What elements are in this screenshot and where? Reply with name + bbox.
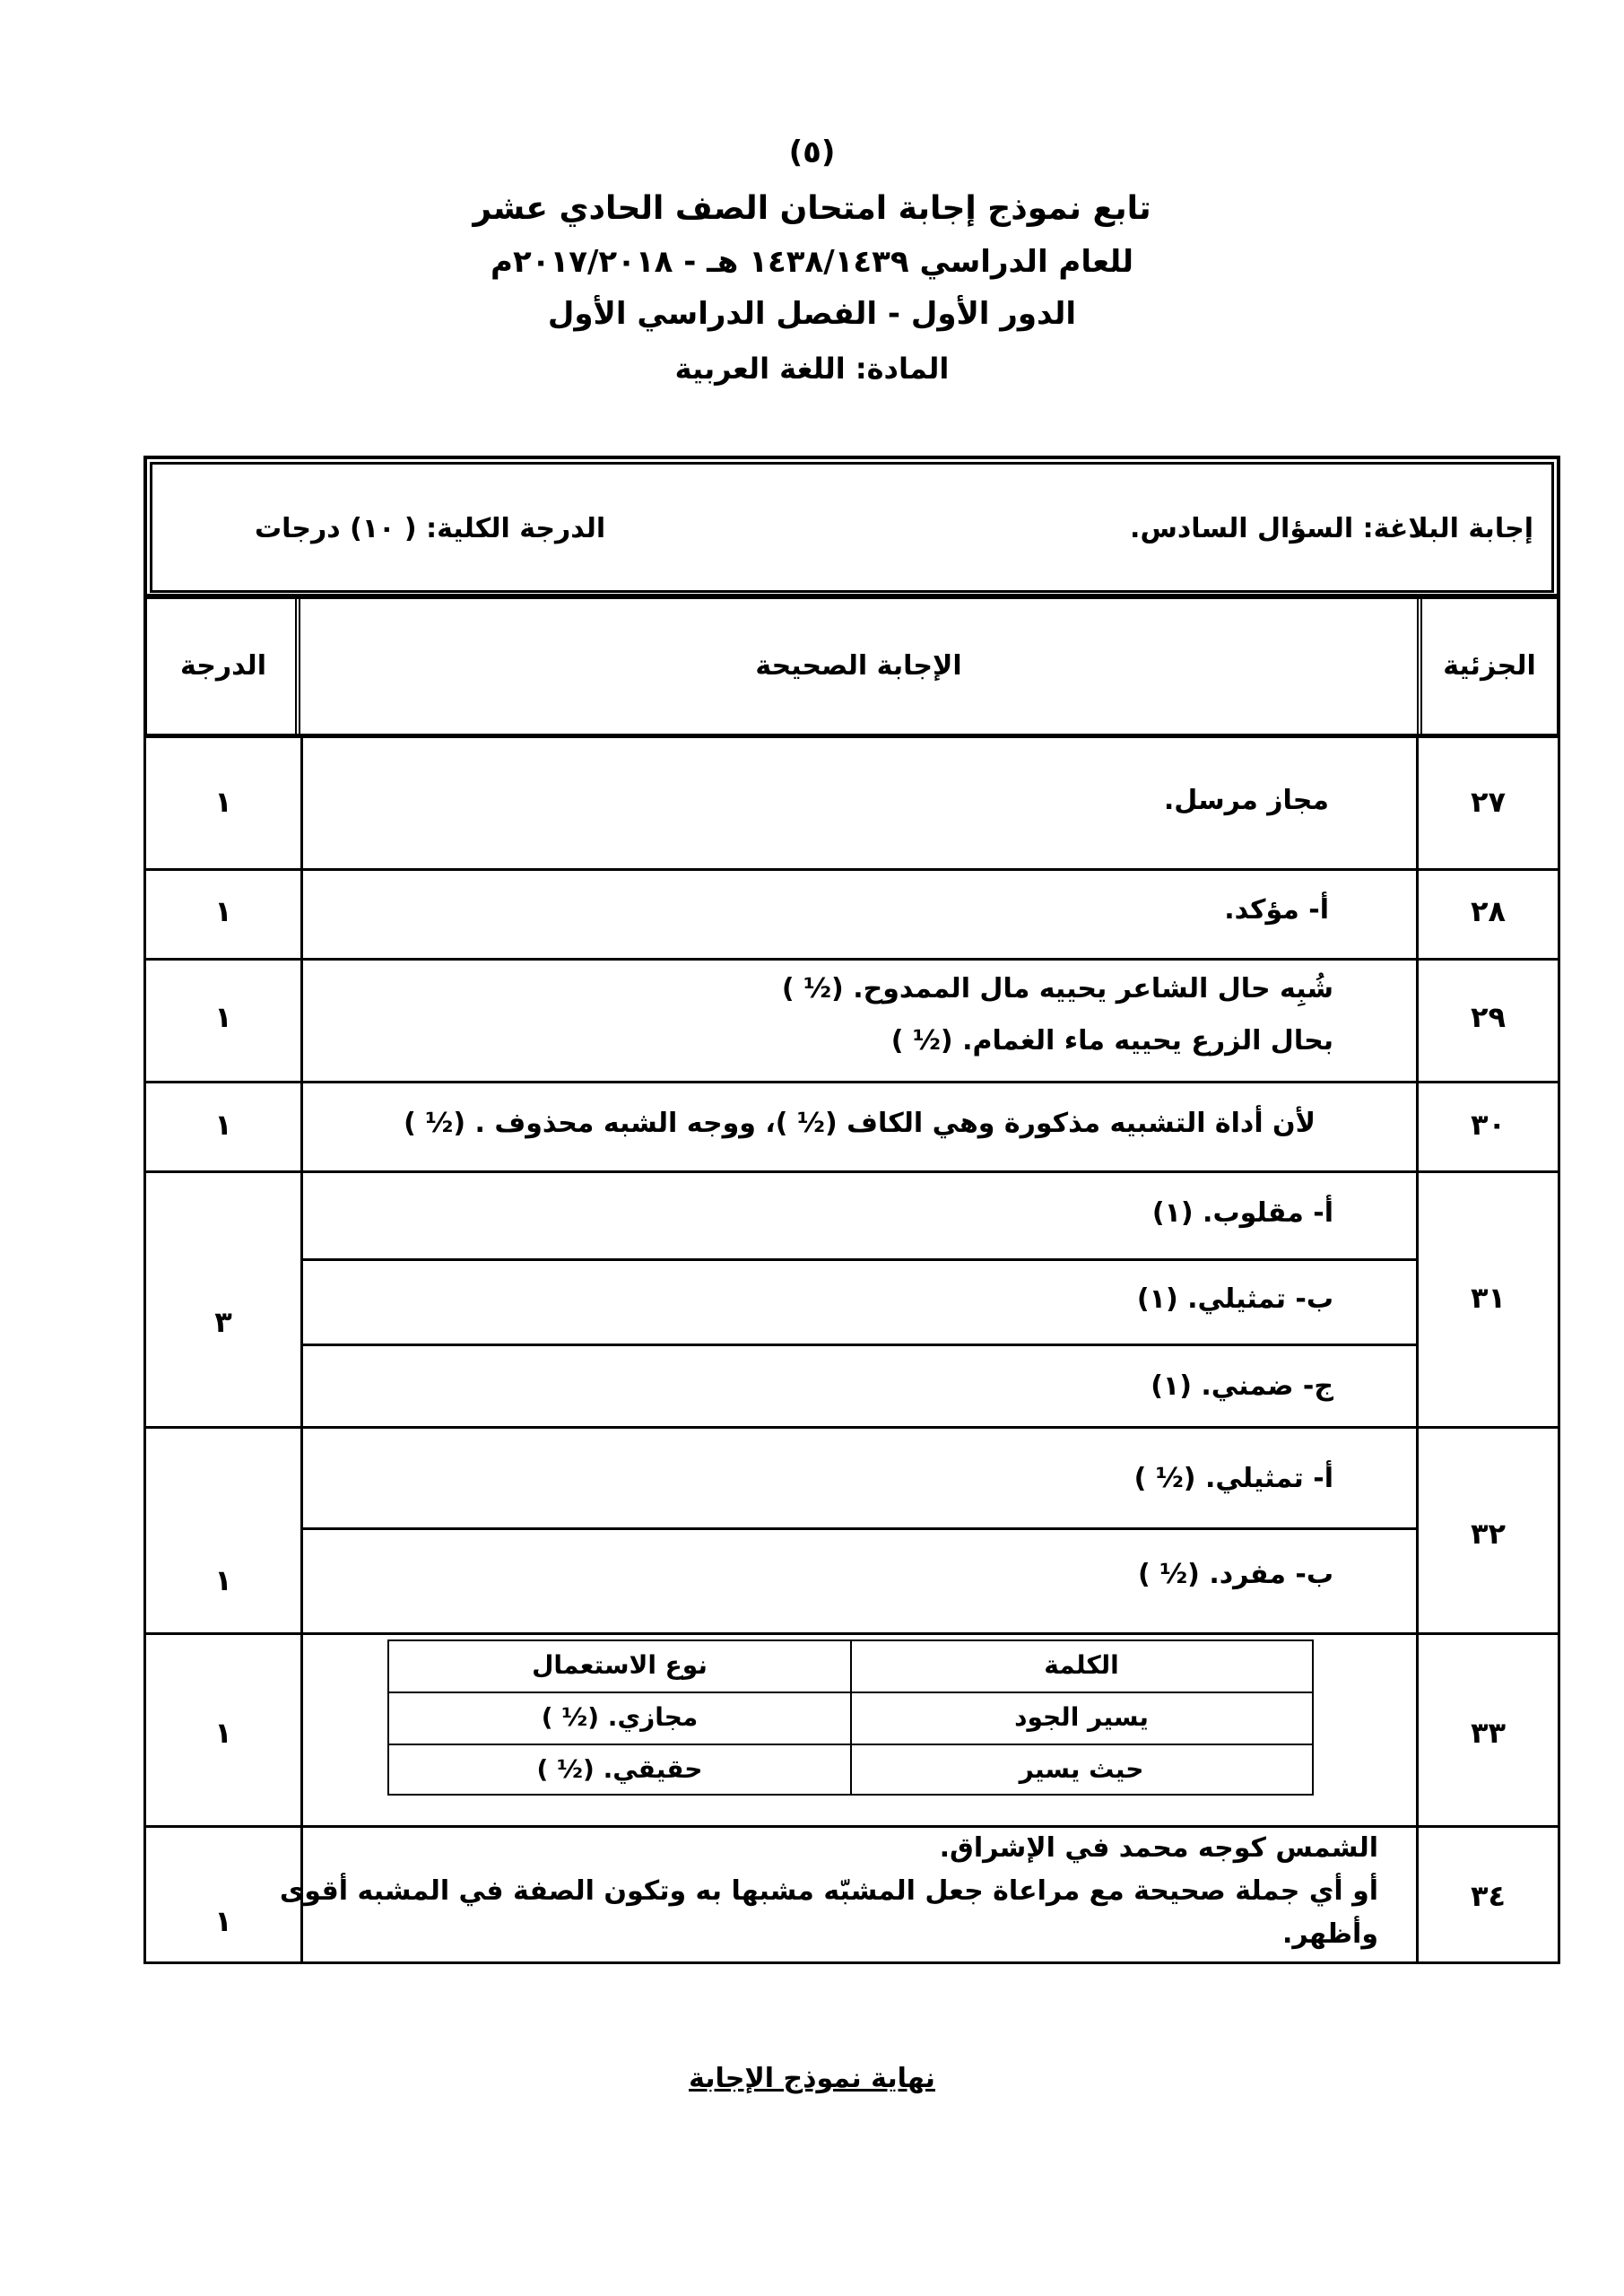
row-divider	[146, 1632, 1558, 1635]
grade-value: ١	[214, 1716, 232, 1750]
column-header-row	[143, 594, 1560, 737]
grade-value: ١	[214, 1904, 232, 1938]
grade-value: ١	[214, 785, 232, 819]
answer-text: بحال الزرع يحييه ماء الغمام. (½ )	[890, 1025, 1333, 1057]
page-number: (٥)	[788, 135, 836, 170]
answer-text: ج- ضمني. (١)	[1151, 1370, 1333, 1402]
answer-text: ب- مفرد. (½ )	[1137, 1559, 1333, 1590]
grade-value: ٣	[214, 1305, 232, 1339]
header-year: للعام الدراسي ١٤٣٨/١٤٣٩ هـ - ٢٠١٧/٢٠١٨م	[491, 244, 1133, 280]
question-number: ٢٨	[1470, 894, 1507, 928]
total-grade: الدرجة الكلية: ( ١٠) درجات	[255, 513, 606, 544]
answer-text: الشمس كوجه محمد في الإشراق.	[939, 1832, 1378, 1864]
header-session: الدور الأول - الفصل الدراسي الأول	[547, 296, 1077, 332]
subrow-divider	[300, 1527, 1419, 1530]
usage-table-cell: يسير الجود	[1014, 1702, 1149, 1732]
question-number: ٢٧	[1470, 785, 1507, 819]
question-title-box	[143, 456, 1560, 599]
column-header-part: الجزئية	[1417, 597, 1557, 734]
row-divider	[146, 1170, 1558, 1173]
row-divider	[389, 1692, 1312, 1693]
column-header-grade: الدرجة	[180, 649, 266, 682]
row-divider	[146, 1426, 1558, 1429]
usage-table	[387, 1639, 1314, 1796]
answer-text: أو أي جملة صحيحة مع مراعاة جعل المشبّه مشبها به وتكون الصفة في المشبه أقوى	[279, 1875, 1378, 1907]
answer-text: أ- مؤكد.	[1224, 894, 1329, 926]
footer-text: نهاية نموذج الإجابة	[689, 2063, 935, 2094]
question-number: ٣١	[1470, 1281, 1507, 1315]
question-number: ٣٢	[1470, 1517, 1507, 1551]
usage-table-header-word: الكلمة	[1044, 1650, 1119, 1680]
answer-text: أ- مقلوب. (١)	[1151, 1197, 1333, 1229]
usage-table-cell: حيث يسير	[1019, 1754, 1144, 1784]
grade-value: ١	[214, 1563, 232, 1597]
grade-value: ١	[214, 1108, 232, 1142]
usage-table-cell: حقيقي. (½ )	[536, 1754, 703, 1784]
subrow-divider	[300, 1344, 1419, 1346]
row-divider	[389, 1744, 1312, 1745]
answer-text: وأظهر.	[1281, 1918, 1378, 1950]
answer-text: ب- تمثيلي. (١)	[1136, 1283, 1333, 1315]
row-divider	[146, 958, 1558, 961]
column-header-answer: الإجابة الصحيحة	[295, 597, 1417, 734]
column-divider	[300, 738, 303, 1961]
row-divider	[146, 1081, 1558, 1083]
question-number: ٢٩	[1470, 1000, 1507, 1034]
question-title: إجابة البلاغة: السؤال السادس.	[1130, 513, 1533, 544]
answer-text: شُبِه حال الشاعر يحييه مال الممدوح. (½ )	[781, 973, 1333, 1004]
answer-text: مجاز مرسل.	[1163, 785, 1329, 816]
question-number: ٣٣	[1470, 1716, 1507, 1750]
answer-text: أ- تمثيلي. (½ )	[1133, 1463, 1333, 1494]
question-number: ٣٤	[1470, 1879, 1507, 1913]
row-divider	[146, 1825, 1558, 1828]
header-subject: المادة: اللغة العربية	[674, 352, 950, 386]
subrow-divider	[300, 1258, 1419, 1261]
grade-value: ١	[214, 1000, 232, 1034]
answer-text: لأن أداة التشبيه مذكورة وهي الكاف (½ )، ووجه الشبه محذوف . (½ )	[404, 1108, 1316, 1139]
question-number: ٣٠	[1470, 1108, 1507, 1142]
grade-value: ١	[214, 894, 232, 928]
header-title: تابع نموذج إجابة امتحان الصف الحادي عشر	[473, 190, 1151, 227]
end-of-answer-key	[0, 2063, 1624, 2094]
usage-table-cell: مجازي. (½ )	[541, 1702, 699, 1732]
usage-table-header-type: نوع الاستعمال	[532, 1650, 708, 1680]
row-divider	[146, 868, 1558, 871]
